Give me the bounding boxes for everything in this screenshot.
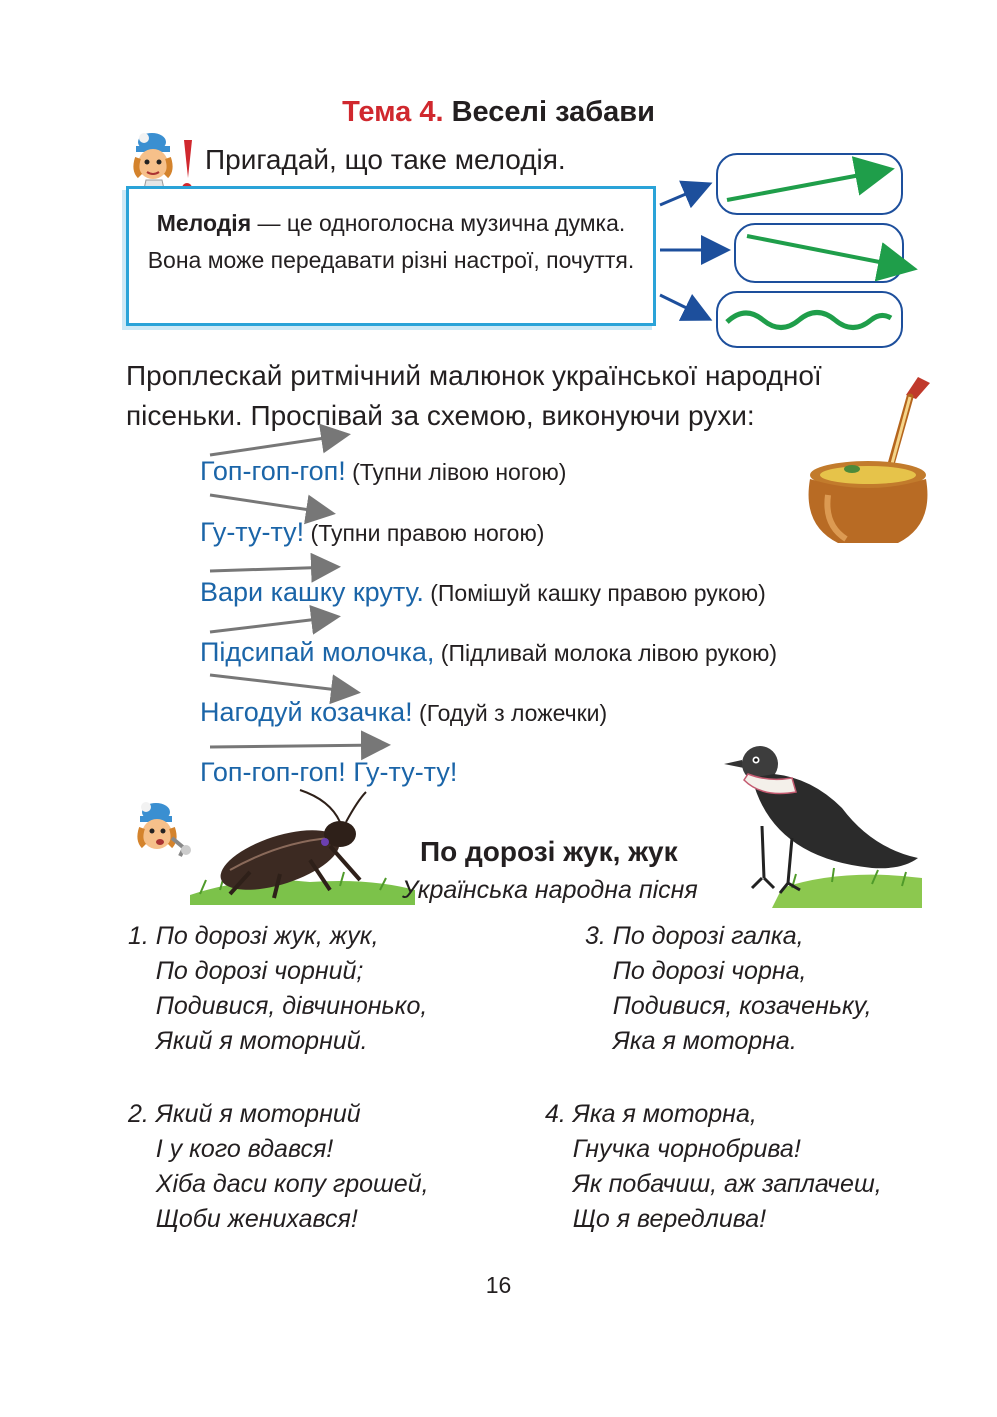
task-text: Проплескай ритмічний малюнок української народної пісеньки. Проспівай за схемою, виконуючи рухи:	[126, 360, 822, 431]
rhythm-arrow-3	[210, 567, 335, 571]
verse-3: 3. По дорозі галка, По дорозі чорна, Подивися, козаченьку, Яка я моторна.	[585, 922, 872, 1055]
verse-4: 4. Яка я моторна, Гнучка чорнобрива! Як побачиш, аж заплачеш, Що я вередлива!	[545, 1100, 882, 1233]
definition-text: — це одноголосна музична думка. Вона може передавати різні настрої, почуття.	[147, 210, 635, 273]
page-number: 16	[485, 1272, 512, 1298]
rhythm-arrow-6	[210, 745, 385, 747]
rhythm-arrow-2	[210, 495, 330, 513]
verse-1: 1. По дорозі жук, жук, По дорозі чорний; Подивися, дівчинонько, Який я моторний.	[128, 922, 428, 1055]
movement-note: (Тупни правою ногою)	[304, 520, 545, 546]
song-title: По дорозі жук, жук	[420, 836, 678, 867]
arrow-down-right	[660, 295, 707, 318]
song-line: Гоп-гоп-гоп! (Тупни лівою ногою)	[200, 456, 567, 486]
page-title	[0, 96, 997, 129]
rhythm-arrow-5	[210, 675, 355, 692]
rhythm-arrow-1	[210, 435, 345, 455]
recall-prompt: Пригадай, що таке мелодія.	[205, 144, 566, 175]
movement-note: (Підливай молока лівою рукою)	[434, 640, 778, 666]
jackdaw-bird-icon	[722, 738, 922, 908]
clay-pot-icon	[798, 375, 948, 555]
definition-term: Мелодія	[156, 210, 252, 236]
beetle-icon	[190, 790, 415, 905]
song-line: Гоп-гоп-гоп! Гу-ту-ту!	[200, 757, 458, 787]
song-line: Підсипай молочка, (Підливай молока лівою рукою)	[200, 637, 778, 667]
song-subtitle: Українська народна пісня	[402, 876, 698, 904]
movement-note: (Годуй з ложечки)	[412, 700, 608, 726]
movement-note: (Помішуй кашку правою рукою)	[423, 580, 766, 606]
topic-number: Тема 4.	[342, 96, 444, 128]
arrow-up-right	[660, 185, 707, 205]
verse-2: 2. Який я моторний І у кого вдався! Хіба даси копу грошей, Щоби женихався!	[128, 1100, 429, 1233]
rhythm-arrow-4	[210, 617, 335, 632]
topic-title: Веселі забави	[451, 96, 655, 128]
movement-note: (Тупни лівою ногою)	[345, 459, 567, 485]
song-line: Нагодуй козачка! (Годуй з ложечки)	[200, 697, 608, 727]
melody-falling-box	[735, 224, 903, 282]
song-line: Вари кашку круту. (Помішуй кашку правою рукою)	[200, 577, 766, 607]
song-line: Гу-ту-ту! (Тупни правою ногою)	[200, 517, 545, 547]
definition-box	[126, 186, 656, 326]
melody-arrows	[655, 150, 915, 350]
